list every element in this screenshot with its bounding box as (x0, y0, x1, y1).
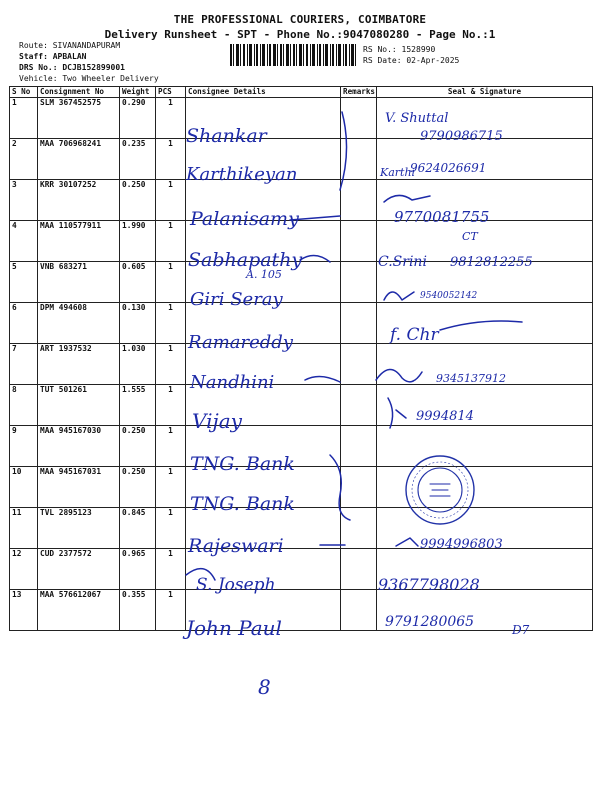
handwritten-signature: Karthi (380, 166, 416, 179)
handwriting-stroke (330, 455, 350, 520)
signature-stroke (384, 292, 414, 300)
col-header-consignee: Consignee Details (186, 87, 341, 98)
handwritten-consignee: Nandhini (190, 372, 275, 393)
handwritten-signature: V. Shuttal (385, 111, 449, 126)
cell-sno: 5 (10, 262, 38, 303)
cell-weight: 0.290 (120, 98, 156, 139)
cell-consignment: MAA 706968241 (38, 139, 120, 180)
cell-consignment: SLM 367452575 (38, 98, 120, 139)
cell-sno: 10 (10, 467, 38, 508)
cell-pcs: 1 (156, 467, 186, 508)
route-value: SIVANANDAPURAM (52, 41, 121, 50)
consignee-handwriting (182, 125, 302, 640)
handwritten-phone: 9345137912 (436, 372, 506, 385)
handwritten-note: D7 (512, 623, 530, 637)
handwritten-phone: 9540052142 (420, 291, 478, 301)
cell-sno: 13 (10, 590, 38, 631)
col-header-sno: S No (10, 87, 38, 98)
col-header-weight: Weight (120, 87, 156, 98)
cell-pcs: 1 (156, 508, 186, 549)
handwritten-phone: 9624026691 (410, 161, 487, 175)
staff-value: APBALAN (52, 52, 87, 61)
cell-sno: 4 (10, 221, 38, 262)
handwriting-stroke (300, 255, 330, 262)
handwritten-note: A. 105 (246, 268, 282, 281)
handwritten-consignee: Vijay (192, 409, 242, 433)
cell-consignment: MAA 576612067 (38, 590, 120, 631)
cell-weight: 0.605 (120, 262, 156, 303)
handwritten-consignee: TNG. Bank (190, 493, 295, 515)
cell-weight: 0.130 (120, 303, 156, 344)
cell-weight: 0.250 (120, 426, 156, 467)
handwriting-stroke (340, 112, 347, 190)
cell-pcs: 1 (156, 426, 186, 467)
cell-pcs: 1 (156, 139, 186, 180)
col-header-remarks: Remarks (341, 87, 377, 98)
cell-weight: 1.030 (120, 344, 156, 385)
cell-sno: 7 (10, 344, 38, 385)
handwritten-consignee: John Paul (186, 616, 282, 640)
cell-pcs: 1 (156, 221, 186, 262)
cell-sno: 6 (10, 303, 38, 344)
handwritten-phone: 9770081755 (394, 208, 490, 226)
handwritten-phone: 9367798028 (378, 575, 480, 594)
signature-stroke (388, 398, 406, 428)
handwritten-consignee: Giri Seray (190, 289, 283, 310)
rs-no-value: 1528990 (401, 45, 436, 54)
cell-pcs: 1 (156, 98, 186, 139)
signature-stroke (396, 538, 418, 546)
handwritten-consignee: Karthikeyan (186, 164, 298, 185)
cell-sno: 2 (10, 139, 38, 180)
footer-handwritten-mark: 8 (258, 675, 271, 699)
route-label: Route: (19, 41, 48, 50)
document-subtitle: Delivery Runsheet - SPT - Phone No.:9047080280 - Page No.:1 (104, 28, 496, 41)
handwritten-phone: 9994996803 (420, 537, 503, 552)
signature-stroke (376, 369, 422, 381)
drs-value: DCJB152899001 (62, 63, 125, 72)
cell-pcs: 1 (156, 590, 186, 631)
cell-sno: 3 (10, 180, 38, 221)
staff-label: Staff: (19, 52, 48, 61)
rs-date-value: 02-Apr-2025 (406, 56, 460, 65)
handwritten-consignee: Rajeswari (188, 535, 284, 557)
handwriting-stroke (305, 376, 340, 382)
col-header-consignment: Consignment No (38, 87, 120, 98)
cell-weight: 1.555 (120, 385, 156, 426)
cell-consignment: VNB 683271 (38, 262, 120, 303)
seal-stamp (406, 456, 474, 524)
handwritten-consignee: TNG. Bank (190, 453, 295, 475)
cell-pcs: 1 (156, 262, 186, 303)
handwritten-consignee: Shankar (186, 125, 267, 147)
cell-pcs: 1 (156, 549, 186, 590)
document-title: THE PROFESSIONAL COURIERS, COIMBATORE (173, 13, 427, 26)
cell-consignment: TVL 2895123 (38, 508, 120, 549)
cell-weight: 0.235 (120, 139, 156, 180)
cell-consignment: CUD 2377572 (38, 549, 120, 590)
handwritten-consignee: Ramareddy (188, 332, 293, 353)
cell-consignment: KRR 30107252 (38, 180, 120, 221)
vehicle-value: Two Wheeler Delivery (62, 74, 159, 83)
handwritten-phone: 9790986715 (420, 129, 503, 144)
col-header-pcs: PCS (156, 87, 186, 98)
cell-sno: 9 (10, 426, 38, 467)
cell-weight: 0.250 (120, 180, 156, 221)
col-header-signature: Seal & Signature (377, 87, 593, 98)
handwritten-phone: 9994814 (416, 409, 474, 424)
cell-pcs: 1 (156, 385, 186, 426)
vehicle-label: Vehicle: (19, 74, 58, 83)
drs-label: DRS No.: (19, 63, 58, 72)
cell-weight: 1.990 (120, 221, 156, 262)
signature-stroke (384, 195, 430, 202)
cell-sno: 12 (10, 549, 38, 590)
cell-consignment: ART 1937532 (38, 344, 120, 385)
handwritten-consignee: Palanisamy (190, 208, 299, 230)
cell-pcs: 1 (156, 344, 186, 385)
rs-no-label: RS No.: (363, 45, 397, 54)
cell-consignment: MAA 110577911 (38, 221, 120, 262)
handwritten-phone: 9812812255 (450, 255, 533, 270)
handwritten-note: CT (462, 230, 478, 243)
handwritten-phone: 9791280065 (385, 614, 475, 630)
cell-weight: 0.845 (120, 508, 156, 549)
cell-consignment: TUT 501261 (38, 385, 120, 426)
cell-weight: 0.250 (120, 467, 156, 508)
rs-date-label: RS Date: (363, 56, 402, 65)
signature-handwriting (376, 111, 533, 637)
cell-consignment: MAA 945167031 (38, 467, 120, 508)
cell-weight: 0.355 (120, 590, 156, 631)
cell-consignment: MAA 945167030 (38, 426, 120, 467)
handwritten-consignee: S. Joseph (196, 575, 276, 595)
cell-sno: 11 (10, 508, 38, 549)
cell-sno: 8 (10, 385, 38, 426)
handwritten-signature: f. Chr (390, 325, 439, 345)
handwritten-signature: C.Srini (378, 254, 427, 270)
handwritten-consignee: Sabhapathy (188, 249, 303, 271)
cell-weight: 0.965 (120, 549, 156, 590)
cell-pcs: 1 (156, 303, 186, 344)
signature-stroke (440, 321, 522, 330)
cell-consignment: DPM 494608 (38, 303, 120, 344)
cell-pcs: 1 (156, 180, 186, 221)
cell-sno: 1 (10, 98, 38, 139)
